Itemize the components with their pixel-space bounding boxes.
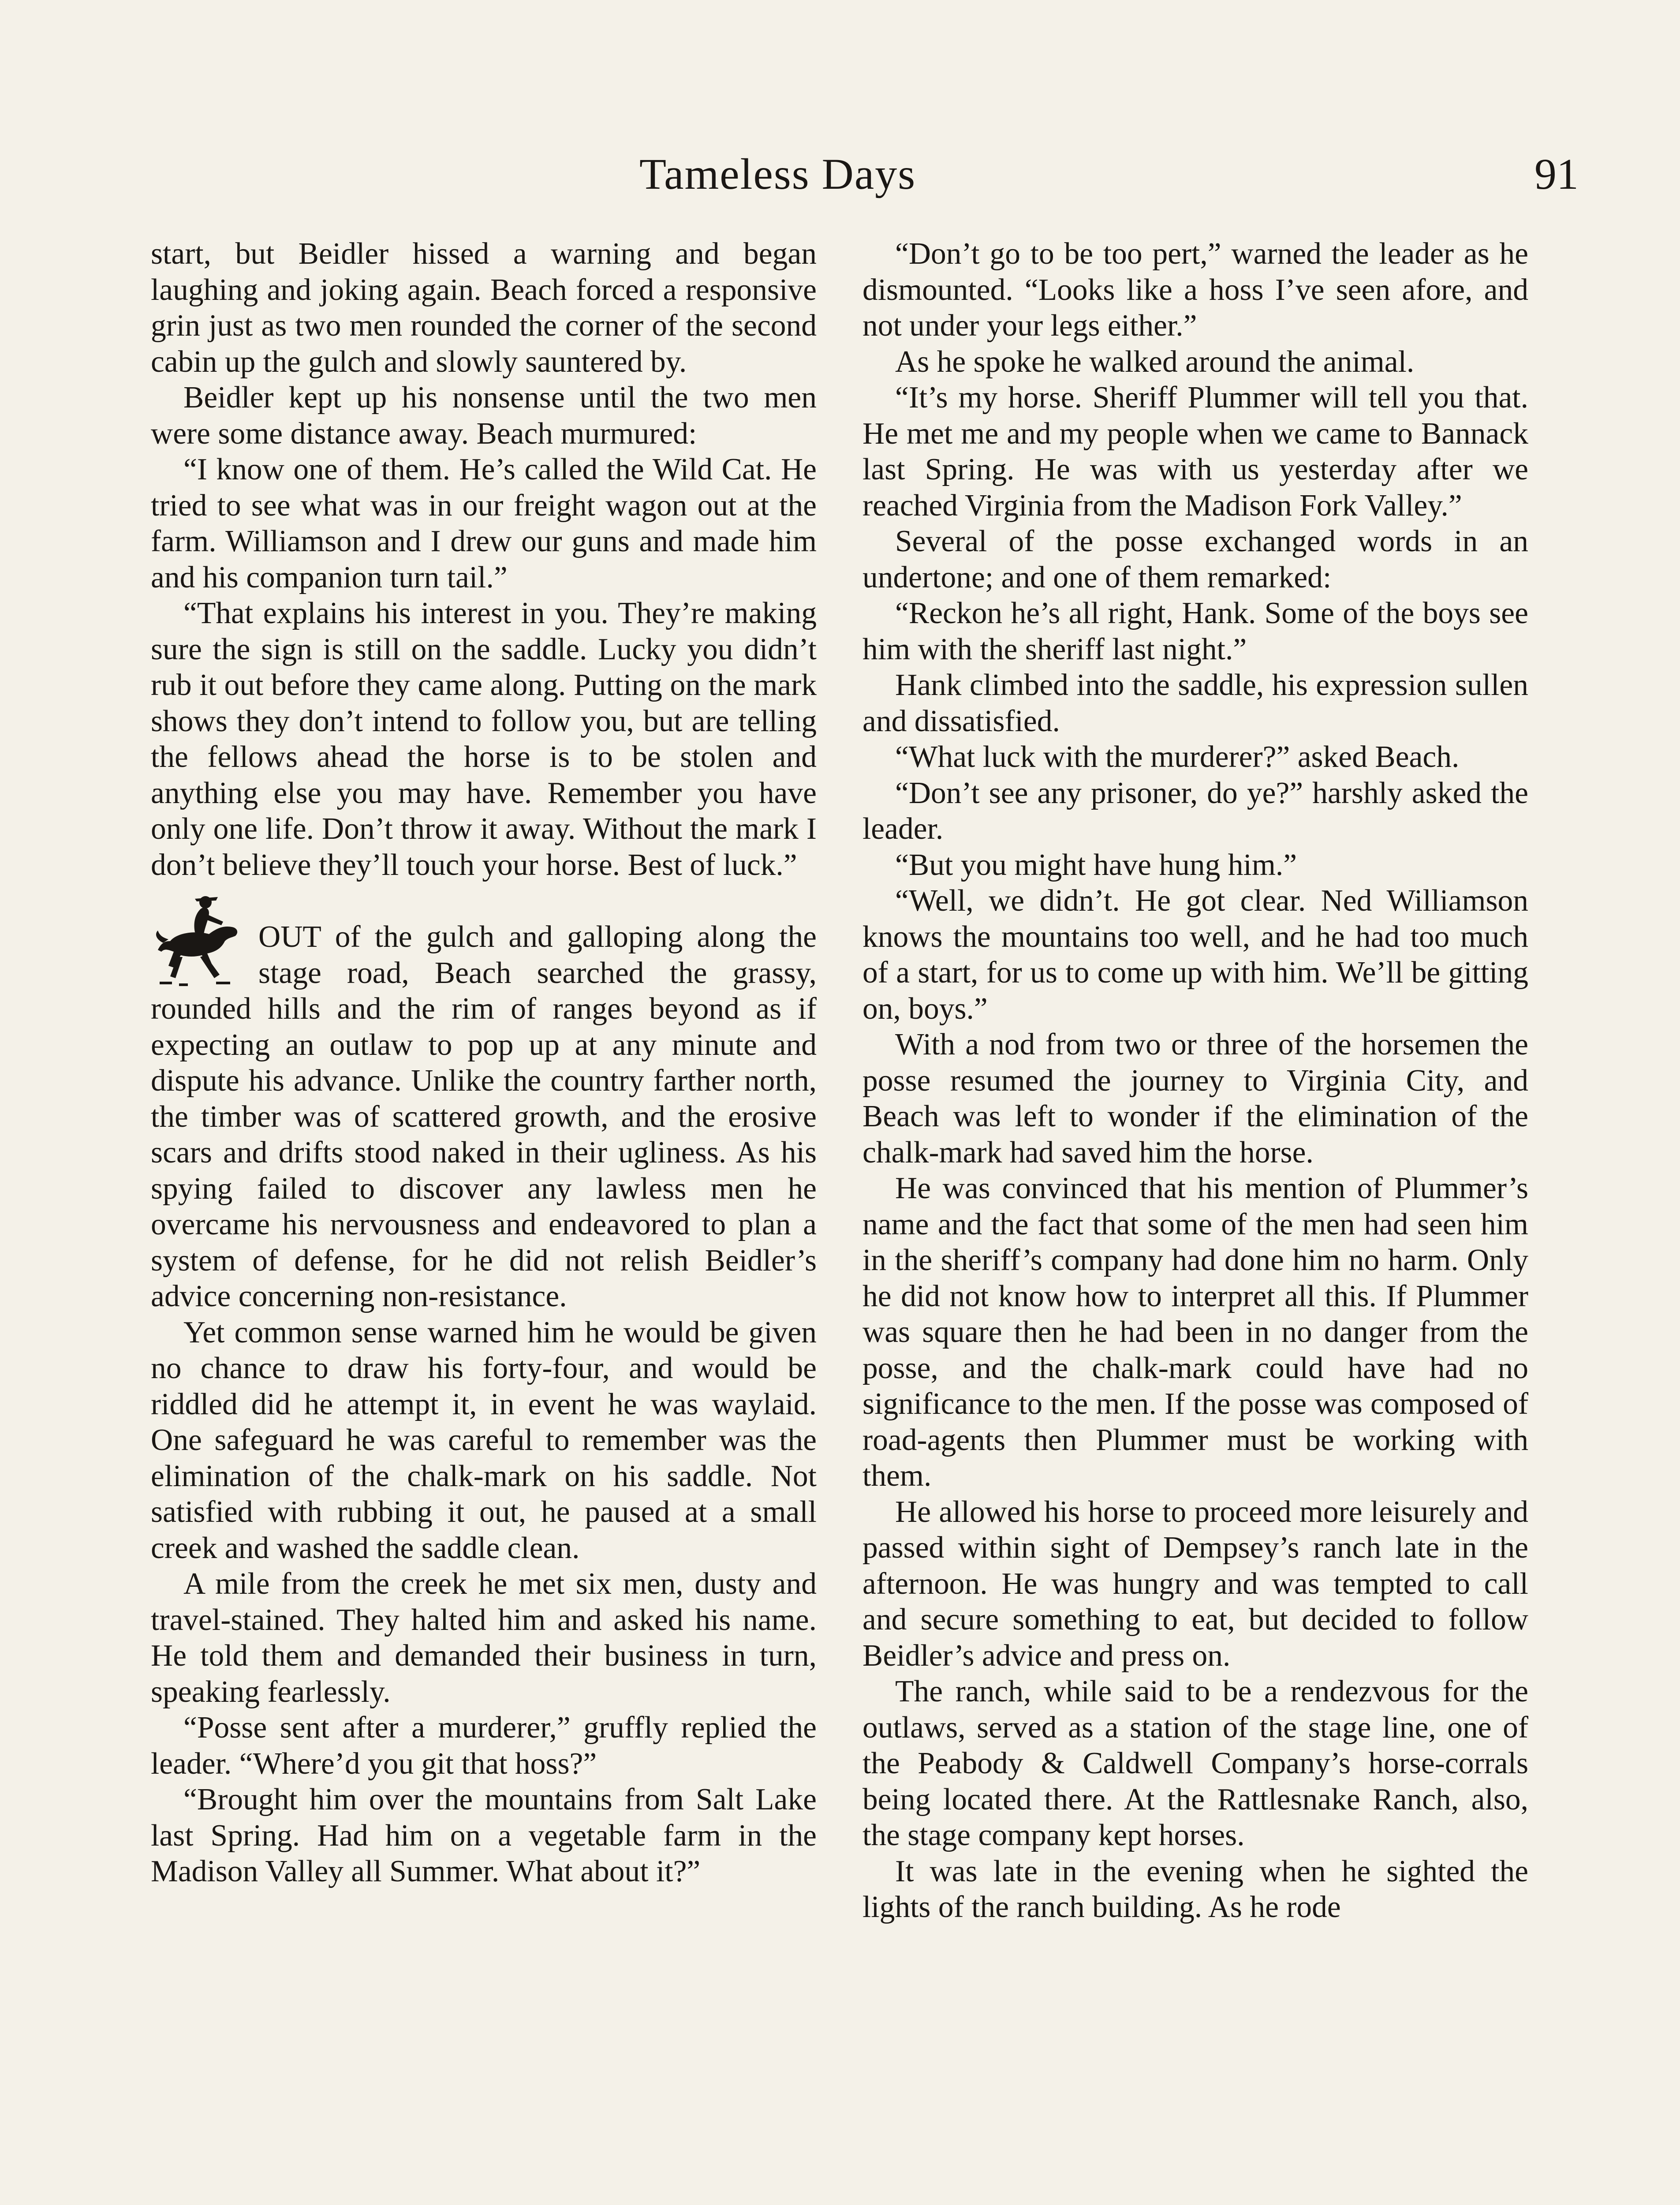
paragraph: “I know one of them. He’s called the Wild Cat. He tried to see what was in our freight wagon out at the farm. Williamson and I drew our guns and made him and his companion turn tail.” <box>151 452 817 594</box>
paragraph: start, but Beidler hissed a warning and began laughing and joking again. Beach forced a responsive grin just as two men rounded the corner of the second cabin up the gulch and slowly sauntered by. <box>151 237 817 379</box>
paragraph: “Posse sent after a murderer,” gruffly replied the leader. “Where’d you git that hoss?” <box>151 1711 817 1781</box>
paragraph: It was late in the evening when he sighted the lights of the ranch building. As he rode <box>862 1854 1528 1924</box>
paragraph: Several of the posse exchanged words in an undertone; and one of them remarked: <box>862 524 1528 594</box>
paragraph: The ranch, while said to be a rendezvous for the outlaws, served as a station of the stage line, one of the Peabody & Caldwell Company’s horse-corrals being located there. At the Rattlesnake Ranch, also, the stage company kept horses. <box>862 1674 1528 1852</box>
section-opening-paragraph: OUT of the gulch and galloping along the stage road, Beach searched the grassy, rounded hills and the rim of ranges beyond as if expecting an outlaw to pop up at any minute and dispute his advance. Unlike the country farther north, the timber was of scattered growth, and the erosive scars and drifts stood naked in their ugliness. As his spying failed to discover any lawless men he overcame his nervousness and endeavored to plan a system of defense, for he did not relish Beidler’s advice concerning non-resistance. <box>151 920 817 1313</box>
page-number: 91 <box>1534 149 1579 198</box>
paragraph: “It’s my horse. Sheriff Plummer will tell you that. He met me and my people when we came to Bannack last Spring. He was with us yesterday after we reached Virginia from the Madison Fork Valley.” <box>862 381 1528 523</box>
paragraph: Yet common sense warned him he would be given no chance to draw his forty-four, and would be riddled did he attempt it, in event he was waylaid. One safeguard he was careful to remember was the elimination of the chalk-mark on his saddle. Not satisfied with rubbing it out, he paused at a small creek and washed the saddle clean. <box>151 1315 817 1565</box>
paragraph: A mile from the creek he met six men, dusty and travel-stained. They halted him and asked his name. He told them and demanded their business in turn, speaking fearlessly. <box>151 1567 817 1709</box>
running-header <box>639 146 1579 203</box>
running-title: Tameless Days <box>639 149 916 198</box>
paragraph: Beidler kept up his nonsense until the two men were some distance away. Beach murmured: <box>151 381 817 451</box>
paragraph: Hank climbed into the saddle, his expression sullen and dissatisfied. <box>862 668 1528 738</box>
paragraph: “Don’t go to be too pert,” warned the leader as he dismounted. “Looks like a hoss I’ve seen afore, and not under your legs either.” <box>862 237 1528 343</box>
right-column <box>862 236 1528 2205</box>
paragraph: “Well, we didn’t. He got clear. Ned Williamson knows the mountains too well, and he had too much of a start, for us to come up with him. We’ll be gitting on, boys.” <box>862 884 1528 1026</box>
paragraph: “Reckon he’s all right, Hank. Some of the boys see him with the sheriff last night.” <box>862 596 1528 666</box>
paragraph: “Brought him over the mountains from Salt Lake last Spring. Had him on a vegetable farm in the Madison Valley all Summer. What about it?” <box>151 1783 817 1888</box>
paragraph: “Don’t see any prisoner, do ye?” harshly asked the leader. <box>862 776 1528 846</box>
paragraph: “What luck with the murderer?” asked Beach. <box>895 740 1460 774</box>
left-column <box>151 236 817 2205</box>
paragraph: “But you might have hung him.” <box>895 848 1297 882</box>
paragraph: He allowed his horse to proceed more leisurely and passed within sight of Dempsey’s ranch late in the afternoon. He was hungry and was tempted to call and secure something to eat, but decided to follow Beidler’s advice and press on. <box>862 1495 1528 1673</box>
paragraph: With a nod from two or three of the horsemen the posse resumed the journey to Virginia City, and Beach was left to wonder if the elimination of the chalk-mark had saved him the horse. <box>862 1028 1528 1170</box>
paragraph: He was convinced that his mention of Plummer’s name and the fact that some of the men had seen him in the sheriff’s company had done him no harm. Only he did not know how to interpret all this. If Plummer was square then he had been in no danger from the posse, and the chalk-mark could have had no significance to the men. If the posse was composed of road-agents then Plummer must be working with them. <box>862 1171 1528 1493</box>
horse-rider-icon <box>151 886 248 988</box>
paragraph: As he spoke he walked around the animal. <box>895 344 1415 379</box>
paragraph: “That explains his interest in you. They’re making sure the sign is still on the saddle. Lucky you didn’t rub it out before they came along. Putting on the mark shows they don’t intend to follow you, but are telling the fellows ahead the horse is to be stolen and anything else you may have. Remember you have only one life. Don’t throw it away. Without the mark I don’t believe they’ll touch your horse. Best of luck.” <box>151 596 817 882</box>
